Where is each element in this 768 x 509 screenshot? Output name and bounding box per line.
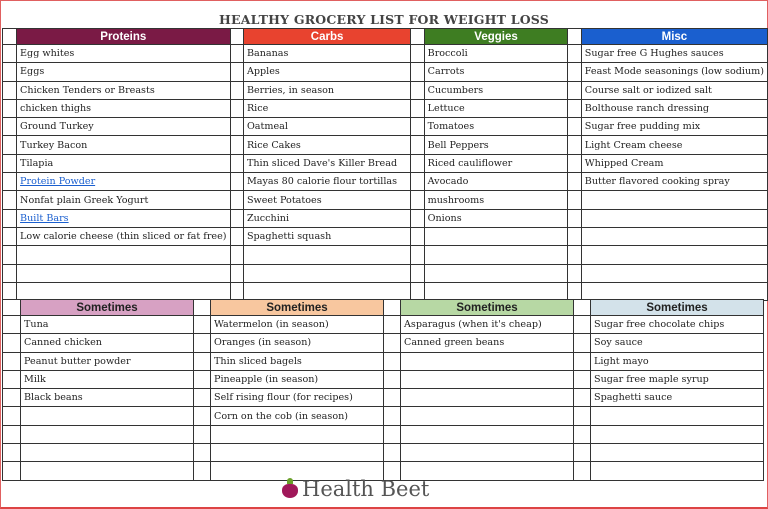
table-row	[3, 154, 768, 172]
grocery-item: Watermelon (in season)	[211, 316, 384, 334]
spacer-cell	[411, 81, 424, 99]
spacer-cell	[411, 191, 424, 209]
empty-cell	[591, 407, 764, 425]
spacer-cell	[230, 282, 243, 300]
table-row	[3, 136, 768, 154]
empty-cell	[591, 444, 764, 462]
empty-cell	[401, 425, 574, 443]
spacer-cell	[574, 444, 591, 462]
grocery-item: Spaghetti sauce	[591, 389, 764, 407]
spacer-cell	[568, 118, 581, 136]
grocery-item: Tuna	[21, 316, 194, 334]
grocery-item: Feast Mode seasonings (low sodium)	[581, 63, 767, 81]
empty-cell	[211, 444, 384, 462]
grocery-item: Riced cauliflower	[424, 154, 568, 172]
spacer-cell	[230, 81, 243, 99]
grocery-item: Milk	[21, 370, 194, 388]
spacer-cell	[3, 444, 21, 462]
grocery-item: Bolthouse ranch dressing	[581, 99, 767, 117]
grocery-item: Light mayo	[591, 352, 764, 370]
spacer-cell	[384, 300, 401, 316]
empty-cell	[243, 246, 410, 264]
spacer-cell	[574, 389, 591, 407]
empty-cell	[243, 264, 410, 282]
spacer-cell	[3, 425, 21, 443]
empty-cell	[424, 264, 568, 282]
spacer-cell	[230, 136, 243, 154]
grocery-item: Eggs	[17, 63, 230, 81]
spacer-cell	[568, 209, 581, 227]
grocery-item-link[interactable]: Protein Powder	[17, 173, 230, 191]
grocery-item: Spaghetti squash	[243, 227, 410, 245]
spacer-cell	[411, 45, 424, 63]
spacer-cell	[3, 282, 17, 300]
spacer-cell	[3, 191, 17, 209]
spacer-cell	[3, 154, 17, 172]
grocery-item: Berries, in season	[243, 81, 410, 99]
grocery-item: Course salt or iodized salt	[581, 81, 767, 99]
spacer-cell	[3, 264, 17, 282]
spacer-cell	[384, 316, 401, 334]
grocery-item: Whipped Cream	[581, 154, 767, 172]
spacer-cell	[194, 300, 211, 316]
grocery-item: Asparagus (when it's cheap)	[401, 316, 574, 334]
spacer-cell	[3, 45, 17, 63]
spacer-cell	[411, 99, 424, 117]
table-row	[3, 407, 764, 425]
table-row	[3, 173, 768, 191]
spacer-cell	[574, 407, 591, 425]
spacer-cell	[411, 282, 424, 300]
table-row	[3, 425, 764, 443]
grocery-item: Pineapple (in season)	[211, 370, 384, 388]
spacer-cell	[3, 352, 21, 370]
empty-cell	[591, 425, 764, 443]
spacer-cell	[411, 246, 424, 264]
grocery-item: Apples	[243, 63, 410, 81]
grocery-item: Ground Turkey	[17, 118, 230, 136]
column-header-sometimes: Sometimes	[591, 300, 764, 316]
grocery-item: Sweet Potatoes	[243, 191, 410, 209]
grocery-item: Bananas	[243, 45, 410, 63]
grocery-item: Low calorie cheese (thin sliced or fat free)	[17, 227, 230, 245]
spacer-cell	[194, 316, 211, 334]
spacer-cell	[3, 389, 21, 407]
table-row	[3, 264, 768, 282]
main-grocery-table	[2, 28, 768, 301]
grocery-item: Tilapia	[17, 154, 230, 172]
grocery-item: Nonfat plain Greek Yogurt	[17, 191, 230, 209]
spacer-cell	[384, 389, 401, 407]
spacer-cell	[411, 173, 424, 191]
spacer-cell	[411, 227, 424, 245]
spacer-cell	[194, 462, 211, 480]
grocery-item: Onions	[424, 209, 568, 227]
spacer-cell	[3, 334, 21, 352]
grocery-item: Broccoli	[424, 45, 568, 63]
spacer-cell	[411, 154, 424, 172]
empty-cell	[21, 444, 194, 462]
spacer-cell	[230, 118, 243, 136]
spacer-cell	[3, 246, 17, 264]
empty-cell	[401, 407, 574, 425]
grocery-item: Canned green beans	[401, 334, 574, 352]
spacer-cell	[574, 370, 591, 388]
table-row	[3, 334, 764, 352]
grocery-item: Oranges (in season)	[211, 334, 384, 352]
table-row	[3, 370, 764, 388]
spacer-cell	[568, 29, 581, 45]
spacer-cell	[568, 154, 581, 172]
spacer-cell	[568, 136, 581, 154]
spacer-cell	[574, 316, 591, 334]
spacer-cell	[3, 136, 17, 154]
spacer-cell	[568, 173, 581, 191]
grocery-item: Thin sliced bagels	[211, 352, 384, 370]
spacer-cell	[384, 407, 401, 425]
spacer-cell	[574, 334, 591, 352]
grocery-item: chicken thighs	[17, 99, 230, 117]
table-row	[3, 282, 768, 300]
table-row	[3, 81, 768, 99]
spacer-cell	[194, 425, 211, 443]
spacer-cell	[568, 264, 581, 282]
spacer-cell	[574, 300, 591, 316]
empty-cell	[581, 209, 767, 227]
empty-cell	[243, 282, 410, 300]
table-row	[3, 118, 768, 136]
spacer-cell	[3, 462, 21, 480]
spacer-cell	[230, 209, 243, 227]
header-row	[3, 29, 768, 45]
spacer-cell	[411, 29, 424, 45]
column-header-misc: Misc	[581, 29, 767, 45]
grocery-item: Mayas 80 calorie flour tortillas	[243, 173, 410, 191]
spacer-cell	[411, 118, 424, 136]
column-header-veggies: Veggies	[424, 29, 568, 45]
grocery-item: Sugar free pudding mix	[581, 118, 767, 136]
spacer-cell	[574, 462, 591, 480]
spacer-cell	[568, 227, 581, 245]
spacer-cell	[384, 370, 401, 388]
table-row	[3, 444, 764, 462]
spacer-cell	[384, 352, 401, 370]
spacer-cell	[230, 154, 243, 172]
table-row	[3, 316, 764, 334]
column-header-carbs: Carbs	[243, 29, 410, 45]
empty-cell	[581, 227, 767, 245]
table-row	[3, 99, 768, 117]
spacer-cell	[3, 370, 21, 388]
spacer-cell	[3, 29, 17, 45]
spacer-cell	[568, 246, 581, 264]
spacer-cell	[230, 45, 243, 63]
spacer-cell	[230, 264, 243, 282]
table-row	[3, 389, 764, 407]
grocery-item: Canned chicken	[21, 334, 194, 352]
spacer-cell	[3, 63, 17, 81]
page-title: HEALTHY GROCERY LIST FOR WEIGHT LOSS	[219, 12, 549, 27]
grocery-item: Butter flavored cooking spray	[581, 173, 767, 191]
spacer-cell	[568, 282, 581, 300]
spacer-cell	[3, 316, 21, 334]
spacer-cell	[384, 334, 401, 352]
grocery-item: Lettuce	[424, 99, 568, 117]
spacer-cell	[411, 63, 424, 81]
spacer-cell	[194, 444, 211, 462]
grocery-item: Egg whites	[17, 45, 230, 63]
grocery-item: Oatmeal	[243, 118, 410, 136]
spacer-cell	[3, 209, 17, 227]
grocery-item: Zucchini	[243, 209, 410, 227]
grocery-item: Thin sliced Dave's Killer Bread	[243, 154, 410, 172]
spacer-cell	[574, 425, 591, 443]
spacer-cell	[3, 227, 17, 245]
empty-cell	[211, 425, 384, 443]
grocery-item: Corn on the cob (in season)	[211, 407, 384, 425]
column-header-proteins: Proteins	[17, 29, 230, 45]
spacer-cell	[3, 81, 17, 99]
empty-cell	[581, 264, 767, 282]
empty-cell	[17, 264, 230, 282]
empty-cell	[21, 462, 194, 480]
empty-cell	[401, 370, 574, 388]
table-row	[3, 246, 768, 264]
spacer-cell	[3, 99, 17, 117]
spacer-cell	[568, 99, 581, 117]
grocery-item: Self rising flour (for recipes)	[211, 389, 384, 407]
empty-cell	[591, 462, 764, 480]
spacer-cell	[194, 407, 211, 425]
grocery-item: Light Cream cheese	[581, 136, 767, 154]
spacer-cell	[3, 300, 21, 316]
grocery-item: Cucumbers	[424, 81, 568, 99]
grocery-item: Carrots	[424, 63, 568, 81]
spacer-cell	[3, 173, 17, 191]
empty-cell	[401, 352, 574, 370]
empty-cell	[21, 425, 194, 443]
spacer-cell	[3, 118, 17, 136]
spacer-cell	[384, 425, 401, 443]
grocery-item: Turkey Bacon	[17, 136, 230, 154]
table-row	[3, 63, 768, 81]
grocery-item: Sugar free G Hughes sauces	[581, 45, 767, 63]
grocery-item: Peanut butter powder	[21, 352, 194, 370]
column-header-sometimes: Sometimes	[21, 300, 194, 316]
spacer-cell	[568, 63, 581, 81]
empty-cell	[21, 407, 194, 425]
spacer-cell	[3, 407, 21, 425]
table-row	[3, 209, 768, 227]
grocery-item: Rice Cakes	[243, 136, 410, 154]
spacer-cell	[568, 191, 581, 209]
empty-cell	[401, 389, 574, 407]
grocery-item: mushrooms	[424, 191, 568, 209]
health-beet-logo	[282, 477, 429, 501]
spacer-cell	[411, 209, 424, 227]
grocery-item: Chicken Tenders or Breasts	[17, 81, 230, 99]
table-row	[3, 227, 768, 245]
grocery-item: Tomatoes	[424, 118, 568, 136]
spacer-cell	[230, 227, 243, 245]
grocery-item: Bell Peppers	[424, 136, 568, 154]
empty-cell	[424, 227, 568, 245]
grocery-item: Soy sauce	[591, 334, 764, 352]
logo-text: Health Beet	[302, 477, 430, 501]
table-row	[3, 191, 768, 209]
spacer-cell	[230, 29, 243, 45]
header-row	[3, 300, 764, 316]
spacer-cell	[230, 63, 243, 81]
spacer-cell	[411, 136, 424, 154]
spacer-cell	[194, 389, 211, 407]
empty-cell	[581, 246, 767, 264]
empty-cell	[581, 191, 767, 209]
empty-cell	[424, 282, 568, 300]
grocery-item: Sugar free chocolate chips	[591, 316, 764, 334]
spacer-cell	[230, 173, 243, 191]
table-row	[3, 352, 764, 370]
column-header-sometimes: Sometimes	[401, 300, 574, 316]
spacer-cell	[230, 191, 243, 209]
empty-cell	[424, 246, 568, 264]
empty-cell	[17, 282, 230, 300]
spacer-cell	[568, 81, 581, 99]
empty-cell	[581, 282, 767, 300]
spacer-cell	[411, 264, 424, 282]
grocery-item: Sugar free maple syrup	[591, 370, 764, 388]
grocery-item-link[interactable]: Built Bars	[17, 209, 230, 227]
spacer-cell	[384, 444, 401, 462]
spacer-cell	[574, 352, 591, 370]
column-header-sometimes: Sometimes	[211, 300, 384, 316]
empty-cell	[401, 444, 574, 462]
spacer-cell	[230, 99, 243, 117]
spacer-cell	[194, 334, 211, 352]
table-row	[3, 45, 768, 63]
spacer-cell	[568, 45, 581, 63]
grocery-item: Avocado	[424, 173, 568, 191]
grocery-item: Rice	[243, 99, 410, 117]
sometimes-grocery-table	[2, 299, 764, 481]
beet-icon	[282, 484, 298, 498]
spacer-cell	[194, 370, 211, 388]
spacer-cell	[194, 352, 211, 370]
grocery-item: Black beans	[21, 389, 194, 407]
empty-cell	[17, 246, 230, 264]
spacer-cell	[230, 246, 243, 264]
